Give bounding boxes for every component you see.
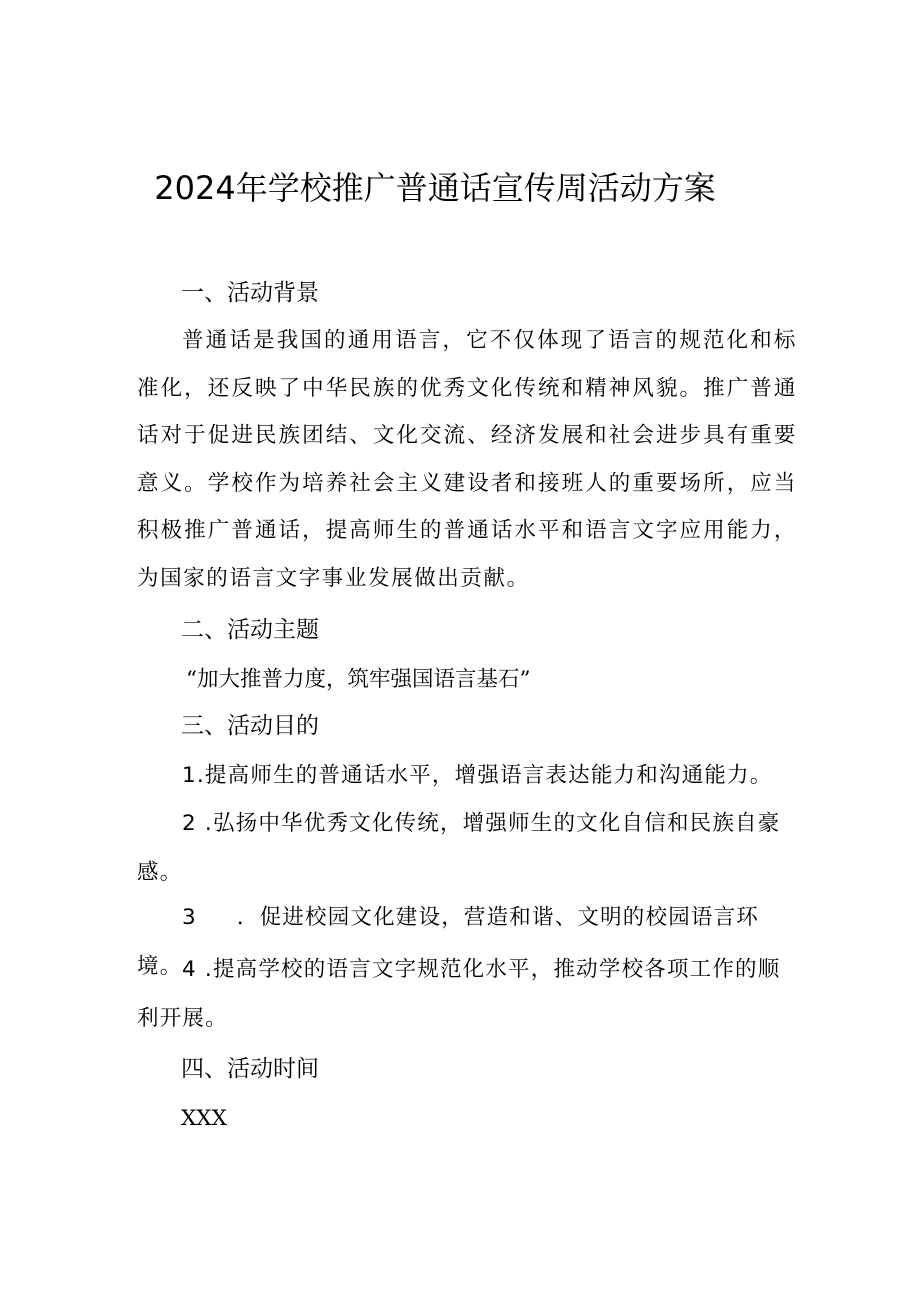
purpose-item-4 <box>137 945 797 1043</box>
purpose-item-number: 3 <box>182 905 197 930</box>
time-value: XXX <box>181 1106 227 1131</box>
purpose-item-text: 弘扬中华优秀文化传统，增强师生的文化自信和民族自豪感。 <box>137 811 781 885</box>
section-heading-theme: 二、活动主题 <box>181 617 319 643</box>
section-heading-background: 一、活动背景 <box>181 280 319 306</box>
theme-text: “加大推普力度，筑牢强国语言基石” <box>186 667 531 692</box>
purpose-item-number: 1. <box>182 763 205 788</box>
document-title: 2024年学校推广普通话宣传周活动方案 <box>154 169 716 207</box>
purpose-item-text: ．促进校园文化建设，营造和谐、文明的校园语言环境。 <box>137 905 759 979</box>
purpose-item-number: 4 . <box>182 957 213 982</box>
purpose-item-number: 2 . <box>182 811 213 836</box>
purpose-item-text: 提高学校的语言文字规范化水平，推动学校各项工作的顺利开展。 <box>137 957 781 1031</box>
purpose-item-1 <box>137 751 797 800</box>
section-heading-purpose: 三、活动目的 <box>181 713 319 739</box>
section-heading-time: 四、活动时间 <box>181 1056 319 1082</box>
background-paragraph: 普通话是我国的通用语言，它不仅体现了语言的规范化和标准化，还反映了中华民族的优秀文化传统和精神风貌。推广普通话对于促进民族团结、文化交流、经济发展和社会进步具有重要意义。学校作为培养社会主义建设者和接班人的重要场所，应当积极推广普通话，提高师生的普通话水平和语言文字应用能力，为国家的语言文字事业发展做出贡献。 <box>137 328 797 591</box>
purpose-item-2 <box>137 799 797 897</box>
purpose-item-text: 提高师生的普通话水平，增强语言表达能力和沟通能力。 <box>204 763 773 788</box>
